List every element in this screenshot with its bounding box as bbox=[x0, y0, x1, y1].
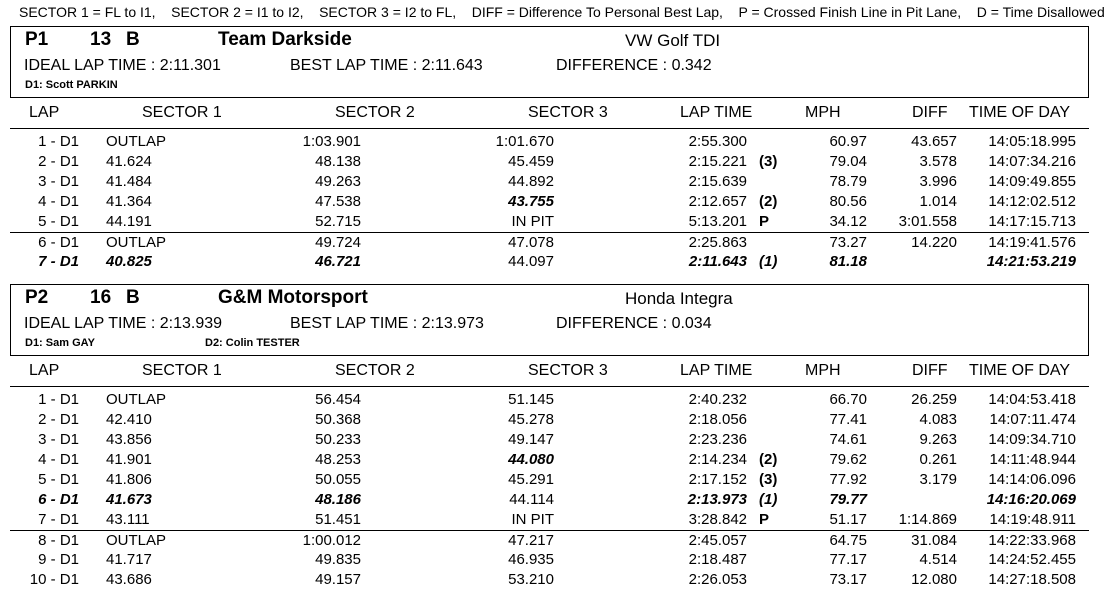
ideal-lap-time: IDEAL LAP TIME : 2:11.301 bbox=[24, 57, 221, 74]
lap-time: 2:40.232 bbox=[688, 391, 747, 408]
lap-row bbox=[10, 212, 1089, 232]
car-number: 16 bbox=[90, 287, 112, 308]
diff: 4.514 bbox=[919, 551, 957, 568]
lap-number: 3 - D1 bbox=[38, 431, 79, 448]
mph: 79.04 bbox=[829, 153, 867, 170]
mph: 81.18 bbox=[829, 253, 867, 270]
col-time-of-day: TIME OF DAY bbox=[969, 104, 1071, 121]
sector3-time: 45.278 bbox=[508, 411, 554, 428]
sector1-time: 44.191 bbox=[106, 213, 152, 230]
sector1-time: 43.111 bbox=[106, 511, 150, 528]
lap-time: 2:23.236 bbox=[688, 431, 747, 448]
sector2-time: 50.055 bbox=[315, 471, 361, 488]
mph: 74.61 bbox=[829, 431, 867, 448]
sector3-time: 45.291 bbox=[508, 471, 554, 488]
difference: DIFFERENCE : 0.342 bbox=[556, 57, 712, 74]
sector1-time: 41.673 bbox=[106, 491, 152, 508]
sector1-time: OUTLAP bbox=[106, 532, 167, 549]
time-of-day: 14:22:33.968 bbox=[988, 532, 1076, 549]
lap-time: 2:13.973 bbox=[687, 491, 747, 508]
mph: 66.70 bbox=[829, 391, 867, 408]
team-name: G&M Motorsport bbox=[218, 287, 368, 308]
sector3-time: 45.459 bbox=[508, 153, 554, 170]
lap-time: 3:28.842 bbox=[688, 511, 747, 528]
lap-flag: (3) bbox=[759, 471, 778, 488]
lap-row bbox=[10, 490, 1089, 510]
lap-flag: (1) bbox=[759, 253, 778, 270]
col-lap: LAP bbox=[29, 104, 60, 121]
sector2-time: 56.454 bbox=[315, 391, 361, 408]
col-mph: MPH bbox=[805, 362, 841, 379]
sector3-time: 43.755 bbox=[508, 193, 554, 210]
sector2-time: 50.233 bbox=[315, 431, 361, 448]
sector3-time: 1:01.670 bbox=[495, 133, 554, 150]
column-headers bbox=[10, 356, 1089, 387]
lap-time: 2:18.056 bbox=[688, 411, 747, 428]
lap-number: 8 - D1 bbox=[38, 532, 79, 549]
diff: 4.083 bbox=[919, 411, 957, 428]
lap-row bbox=[10, 172, 1089, 192]
sector2-time: 1:00.012 bbox=[302, 532, 361, 549]
sector1-time: OUTLAP bbox=[106, 391, 167, 408]
lap-row bbox=[10, 192, 1089, 212]
lap-row bbox=[10, 410, 1089, 430]
sector2-time: 50.368 bbox=[315, 411, 361, 428]
lap-number: 4 - D1 bbox=[38, 451, 79, 468]
lap-number: 1 - D1 bbox=[38, 133, 79, 150]
time-of-day: 14:11:48.944 bbox=[989, 451, 1076, 468]
mph: 78.79 bbox=[829, 173, 867, 190]
diff: 3.578 bbox=[919, 153, 957, 170]
mph: 79.77 bbox=[829, 491, 867, 508]
lap-time: 2:26.053 bbox=[688, 571, 747, 588]
mph: 77.92 bbox=[829, 471, 867, 488]
sector2-time: 51.451 bbox=[315, 511, 361, 528]
mph: 79.62 bbox=[829, 451, 867, 468]
lap-flag: (2) bbox=[759, 193, 778, 210]
lap-time: 2:25.863 bbox=[688, 234, 747, 251]
sector2-time: 46.721 bbox=[315, 253, 361, 270]
lap-time: 2:12.657 bbox=[688, 193, 747, 210]
time-of-day: 14:12:02.512 bbox=[988, 193, 1076, 210]
sector1-time: OUTLAP bbox=[106, 234, 167, 251]
lap-row bbox=[10, 152, 1089, 172]
lap-row bbox=[10, 570, 1089, 590]
sector2-time: 47.538 bbox=[315, 193, 361, 210]
time-of-day: 14:19:41.576 bbox=[988, 234, 1076, 251]
lap-number: 1 - D1 bbox=[38, 391, 79, 408]
sector2-time: 1:03.901 bbox=[302, 133, 361, 150]
lap-number: 5 - D1 bbox=[38, 471, 79, 488]
lap-time: 2:17.152 bbox=[688, 471, 747, 488]
diff: 14.220 bbox=[911, 234, 957, 251]
sector2-time: 48.253 bbox=[315, 451, 361, 468]
team-name: Team Darkside bbox=[218, 29, 352, 50]
driver-1: D1: Sam GAY bbox=[25, 337, 95, 349]
lap-row bbox=[10, 430, 1089, 450]
lap-flag: (1) bbox=[759, 491, 778, 508]
lap-time: 2:15.221 bbox=[688, 153, 747, 170]
sector2-time: 48.186 bbox=[315, 491, 361, 508]
time-of-day: 14:05:18.995 bbox=[988, 133, 1076, 150]
lap-row bbox=[10, 232, 1089, 253]
driver-2: D2: Colin TESTER bbox=[205, 337, 300, 349]
car-class: B bbox=[126, 29, 140, 50]
sector1-time: 43.686 bbox=[106, 571, 152, 588]
sector1-time: 41.806 bbox=[106, 471, 152, 488]
driver-1: D1: Scott PARKIN bbox=[25, 79, 118, 91]
lap-row bbox=[10, 530, 1089, 551]
sector2-time: 49.263 bbox=[315, 173, 361, 190]
lap-number: 4 - D1 bbox=[38, 193, 79, 210]
diff: 43.657 bbox=[911, 133, 957, 150]
sector3-time: 49.147 bbox=[508, 431, 554, 448]
lap-number: 6 - D1 bbox=[38, 234, 79, 251]
col-sector2: SECTOR 2 bbox=[335, 104, 415, 121]
time-of-day: 14:24:52.455 bbox=[988, 551, 1076, 568]
sector3-time: IN PIT bbox=[511, 511, 554, 528]
diff: 12.080 bbox=[911, 571, 957, 588]
diff: 3.996 bbox=[919, 173, 957, 190]
difference: DIFFERENCE : 0.034 bbox=[556, 315, 712, 332]
lap-flag: (2) bbox=[759, 451, 778, 468]
col-sector1: SECTOR 1 bbox=[142, 104, 222, 121]
sector1-time: OUTLAP bbox=[106, 133, 167, 150]
legend-text: SECTOR 1 = FL to I1, SECTOR 2 = I1 to I2, SECTOR 3 = I2 to FL, DIFF = Difference To Personal Best Lap, P = Crossed Finish Line in Pit Lane, D = Time Disallowed bbox=[19, 4, 1105, 20]
lap-time: 2:55.300 bbox=[688, 133, 747, 150]
sector1-time: 41.901 bbox=[106, 451, 152, 468]
lap-row bbox=[10, 132, 1089, 152]
ideal-lap-time: IDEAL LAP TIME : 2:13.939 bbox=[24, 315, 223, 332]
diff: 3.179 bbox=[919, 471, 957, 488]
best-lap-time: BEST LAP TIME : 2:11.643 bbox=[290, 57, 483, 74]
mph: 77.41 bbox=[829, 411, 867, 428]
sector2-time: 49.157 bbox=[315, 571, 361, 588]
col-sector1: SECTOR 1 bbox=[142, 362, 222, 379]
car-model: VW Golf TDI bbox=[625, 31, 721, 50]
mph: 73.17 bbox=[829, 571, 867, 588]
mph: 60.97 bbox=[829, 133, 867, 150]
mph: 80.56 bbox=[829, 193, 867, 210]
lap-number: 5 - D1 bbox=[38, 213, 79, 230]
entry-header bbox=[10, 284, 1089, 356]
lap-flag: P bbox=[759, 511, 770, 528]
lap-time: 2:45.057 bbox=[688, 532, 747, 549]
car-class: B bbox=[126, 287, 140, 308]
sector3-time: 47.078 bbox=[508, 234, 554, 251]
sector1-time: 41.484 bbox=[106, 173, 152, 190]
sector2-time: 48.138 bbox=[315, 153, 361, 170]
col-diff: DIFF bbox=[912, 362, 948, 379]
sector3-time: 44.114 bbox=[509, 491, 554, 508]
mph: 34.12 bbox=[829, 213, 867, 230]
lap-row bbox=[10, 252, 1089, 272]
position: P1 bbox=[25, 29, 49, 50]
col-sector3: SECTOR 3 bbox=[528, 104, 608, 121]
lap-number: 6 - D1 bbox=[38, 491, 79, 508]
lap-time: 5:13.201 bbox=[688, 213, 747, 230]
sector3-time: IN PIT bbox=[511, 213, 554, 230]
diff: 26.259 bbox=[911, 391, 957, 408]
column-headers bbox=[10, 98, 1089, 129]
lap-row bbox=[10, 390, 1089, 410]
diff: 0.261 bbox=[919, 451, 957, 468]
mph: 64.75 bbox=[829, 532, 867, 549]
lap-number: 7 - D1 bbox=[38, 253, 79, 270]
sector1-time: 40.825 bbox=[106, 253, 152, 270]
time-of-day: 14:21:53.219 bbox=[986, 253, 1076, 270]
diff: 9.263 bbox=[919, 431, 957, 448]
sector3-time: 53.210 bbox=[508, 571, 554, 588]
col-lap: LAP bbox=[29, 362, 60, 379]
diff: 1:14.869 bbox=[898, 511, 957, 528]
position: P2 bbox=[25, 287, 49, 308]
sector3-time: 44.080 bbox=[508, 451, 554, 468]
time-of-day: 14:14:06.096 bbox=[988, 471, 1076, 488]
best-lap-time: BEST LAP TIME : 2:13.973 bbox=[290, 315, 484, 332]
lap-time: 2:11.643 bbox=[688, 253, 747, 270]
diff: 1.014 bbox=[919, 193, 957, 210]
col-time-of-day: TIME OF DAY bbox=[969, 362, 1071, 379]
time-of-day: 14:19:48.911 bbox=[989, 511, 1076, 528]
mph: 73.27 bbox=[829, 234, 867, 251]
lap-number: 3 - D1 bbox=[38, 173, 79, 190]
sector1-time: 42.410 bbox=[106, 411, 152, 428]
time-of-day: 14:09:34.710 bbox=[988, 431, 1076, 448]
time-of-day: 14:07:34.216 bbox=[988, 153, 1076, 170]
col-lap-time: LAP TIME bbox=[680, 104, 753, 121]
lap-row bbox=[10, 450, 1089, 470]
mph: 51.17 bbox=[829, 511, 867, 528]
lap-time: 2:18.487 bbox=[688, 551, 747, 568]
time-of-day: 14:16:20.069 bbox=[986, 491, 1076, 508]
lap-row bbox=[10, 510, 1089, 530]
col-mph: MPH bbox=[805, 104, 841, 121]
time-of-day: 14:04:53.418 bbox=[988, 391, 1076, 408]
time-of-day: 14:09:49.855 bbox=[988, 173, 1076, 190]
lap-number: 2 - D1 bbox=[38, 411, 79, 428]
diff: 31.084 bbox=[911, 532, 957, 549]
time-of-day: 14:07:11.474 bbox=[989, 411, 1076, 428]
lap-number: 9 - D1 bbox=[38, 551, 79, 568]
sector2-time: 49.835 bbox=[315, 551, 361, 568]
sector3-time: 47.217 bbox=[508, 532, 554, 549]
sector3-time: 46.935 bbox=[508, 551, 554, 568]
sector1-time: 41.717 bbox=[106, 551, 152, 568]
car-number: 13 bbox=[90, 29, 112, 50]
time-of-day: 14:27:18.508 bbox=[988, 571, 1076, 588]
col-lap-time: LAP TIME bbox=[680, 362, 753, 379]
sector1-time: 41.624 bbox=[106, 153, 152, 170]
diff: 3:01.558 bbox=[898, 213, 957, 230]
lap-flag: P bbox=[759, 213, 770, 230]
lap-time: 2:14.234 bbox=[688, 451, 747, 468]
sector2-time: 49.724 bbox=[315, 234, 361, 251]
mph: 77.17 bbox=[829, 551, 867, 568]
sector1-time: 43.856 bbox=[106, 431, 152, 448]
lap-row bbox=[10, 550, 1089, 570]
sector3-time: 44.892 bbox=[508, 173, 554, 190]
car-model: Honda Integra bbox=[625, 289, 733, 308]
col-diff: DIFF bbox=[912, 104, 948, 121]
lap-number: 2 - D1 bbox=[38, 153, 79, 170]
col-sector3: SECTOR 3 bbox=[528, 362, 608, 379]
col-sector2: SECTOR 2 bbox=[335, 362, 415, 379]
sector3-time: 44.097 bbox=[508, 253, 554, 270]
sector2-time: 52.715 bbox=[315, 213, 361, 230]
lap-time: 2:15.639 bbox=[688, 173, 747, 190]
sector1-time: 41.364 bbox=[106, 193, 152, 210]
sector3-time: 51.145 bbox=[508, 391, 554, 408]
time-of-day: 14:17:15.713 bbox=[988, 213, 1076, 230]
lap-number: 10 - D1 bbox=[29, 571, 79, 588]
lap-number: 7 - D1 bbox=[38, 511, 79, 528]
lap-row bbox=[10, 470, 1089, 490]
entry-header bbox=[10, 26, 1089, 98]
lap-flag: (3) bbox=[759, 153, 778, 170]
